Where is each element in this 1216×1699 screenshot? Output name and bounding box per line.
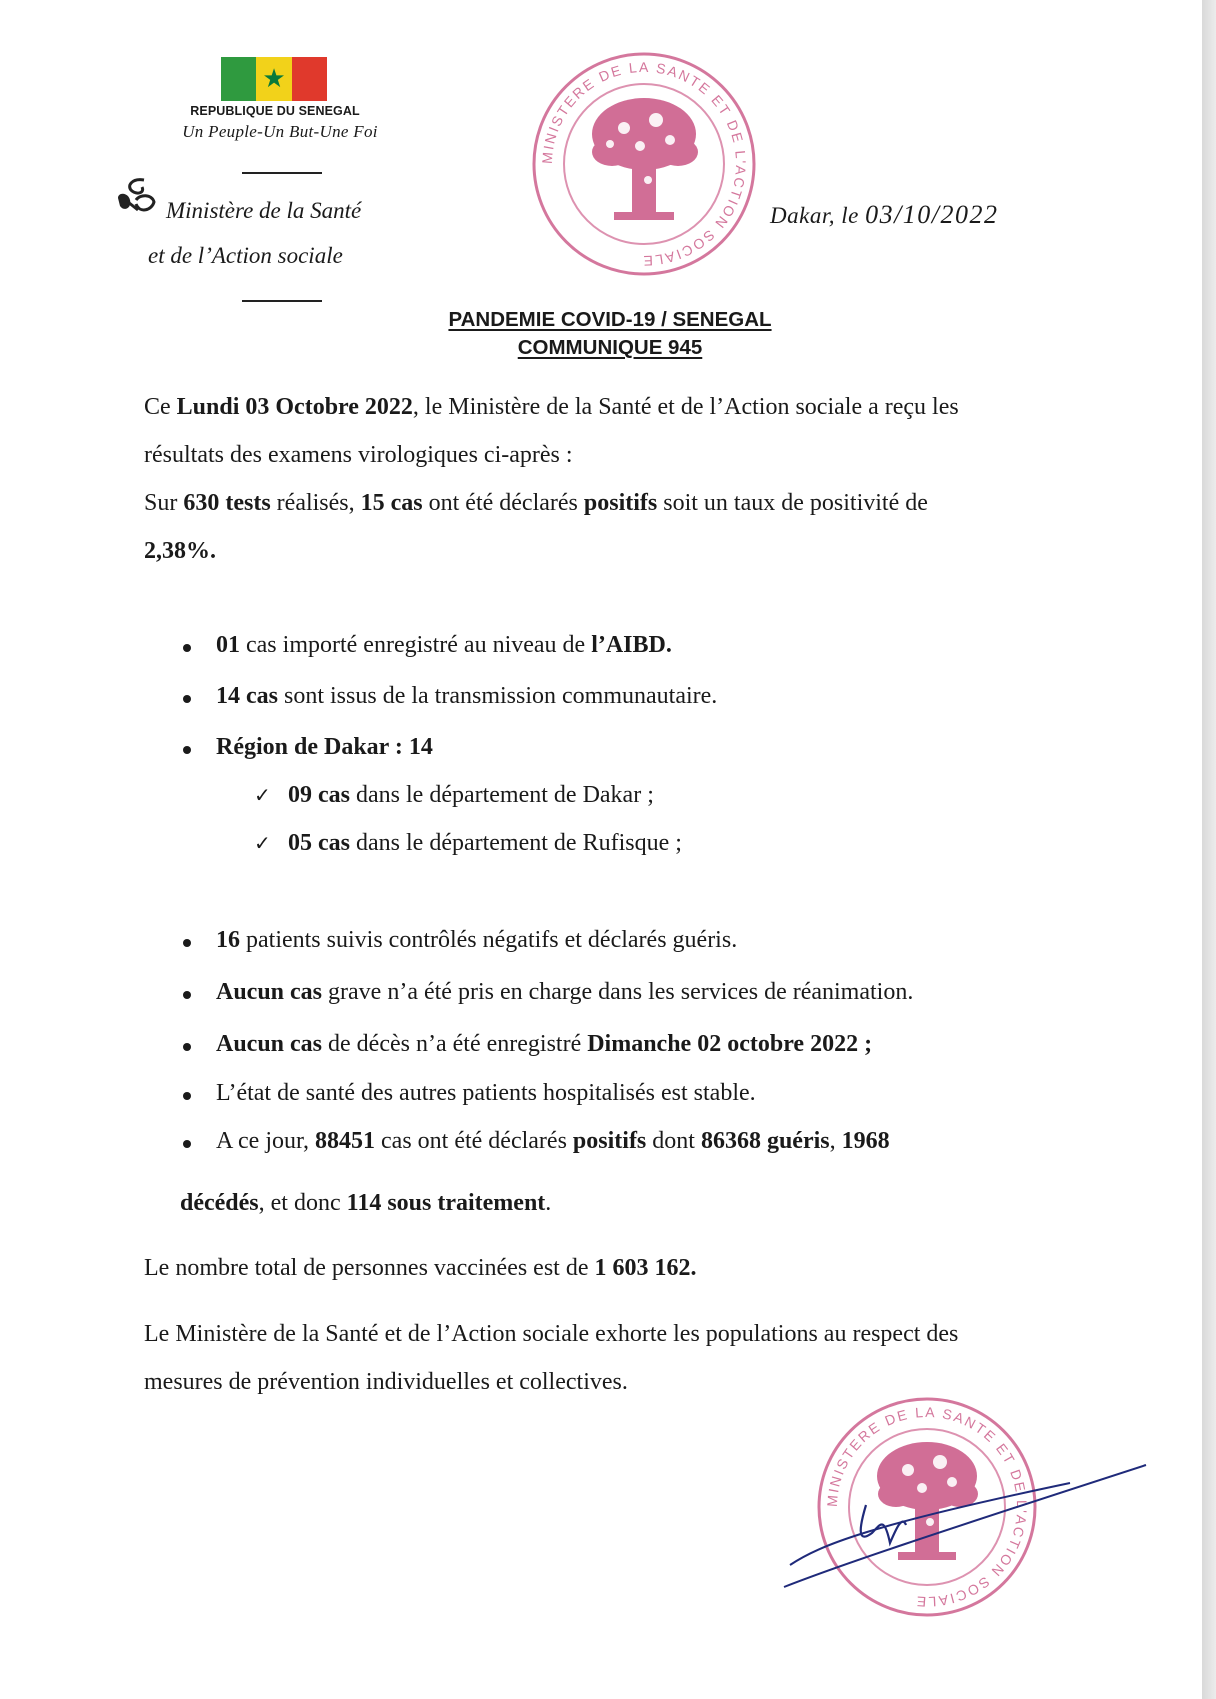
header-divider-bottom	[242, 300, 322, 302]
bullet-dot	[183, 1092, 191, 1100]
bullet-dot	[183, 991, 191, 999]
sub-item-rufisque-department: 05 cas dans le département de Rufisque ;	[288, 830, 682, 856]
baobab-tree-icon	[592, 98, 698, 220]
exhortation-line-1: Le Ministère de la Santé et de l’Action sociale exhorte les populations au respect des	[144, 1321, 959, 1347]
signature-icon	[780, 1455, 1150, 1595]
bullet-patient-status: L’état de santé des autres patients hospitalisés est stable.	[216, 1080, 756, 1106]
bullet-community-cases: 14 cas sont issus de la transmission communautaire.	[216, 683, 718, 709]
bullet-dakar-region: Région de Dakar : 14	[216, 734, 433, 760]
bullet-dot	[183, 1043, 191, 1051]
bullet-dot	[183, 644, 191, 652]
intro-line-3: Sur 630 tests réalisés, 15 cas ont été déclarés positifs soit un taux de positivité de	[144, 490, 928, 516]
seal-text-top: MINISTERE DE LA SANTE ET DE L'ACTION SOCIALE	[538, 58, 750, 270]
exhortation-line-2: mesures de prévention individuelles et collectives.	[144, 1369, 628, 1395]
dateline	[770, 200, 999, 230]
bullet-deaths: Aucun cas de décès n’a été enregistré Dimanche 02 octobre 2022 ;	[216, 1031, 873, 1057]
intro-line-1: Ce Lundi 03 Octobre 2022, le Ministère de la Santé et de l’Action sociale a reçu les	[144, 394, 959, 420]
ministry-name-line2: et de l’Action sociale	[148, 243, 343, 268]
seal-text-bottom: MINISTERE DE LA SANTE ET DE L'ACTION SOCIALE	[823, 1403, 1031, 1611]
bullet-recovered: 16 patients suivis contrôlés négatifs et déclarés guéris.	[216, 927, 738, 953]
bullet-cumulative-totals: A ce jour, 88451 cas ont été déclarés positifs dont 86368 guéris, 1968	[216, 1128, 890, 1154]
date-prefix: Dakar, le	[770, 203, 859, 228]
bullet-dot	[183, 746, 191, 754]
flag-star-icon: ★	[262, 64, 286, 94]
ministry-seal-stamp-top	[528, 48, 760, 280]
bullet-imported-case: 01 cas importé enregistré au niveau de l’AIBD.	[216, 632, 672, 658]
checkmark-icon: ✓	[254, 831, 271, 855]
page-edge-shadow	[1202, 0, 1216, 1699]
bullet-cumulative-totals-cont: décédés, et donc 114 sous traitement.	[180, 1190, 552, 1216]
ministry-logo-icon	[114, 176, 160, 222]
bullet-dot	[183, 1140, 191, 1148]
document-title-line1: PANDEMIE COVID-19 / SENEGAL	[448, 308, 772, 331]
senegal-flag	[221, 57, 327, 101]
positivity-rate: 2,38%.	[144, 538, 216, 564]
intro-line-2: résultats des examens virologiques ci-après :	[144, 442, 573, 468]
country-name: REPUBLIQUE DU SENEGAL	[190, 104, 360, 118]
sub-item-dakar-department: 09 cas dans le département de Dakar ;	[288, 782, 654, 808]
vaccination-total: Le nombre total de personnes vaccinées est de 1 603 162.	[144, 1255, 697, 1281]
document-title-line2: COMMUNIQUE 945	[517, 336, 703, 359]
header-divider-top	[242, 172, 322, 174]
issue-date: 03/10/2022	[865, 200, 999, 229]
ministry-name-line1: Ministère de la Santé	[166, 198, 362, 223]
bullet-severe-cases: Aucun cas grave n’a été pris en charge dans les services de réanimation.	[216, 979, 914, 1005]
bullet-dot	[183, 695, 191, 703]
checkmark-icon: ✓	[254, 783, 271, 807]
bullet-dot	[183, 939, 191, 947]
national-motto: Un Peuple-Un But-Une Foi	[182, 122, 378, 141]
